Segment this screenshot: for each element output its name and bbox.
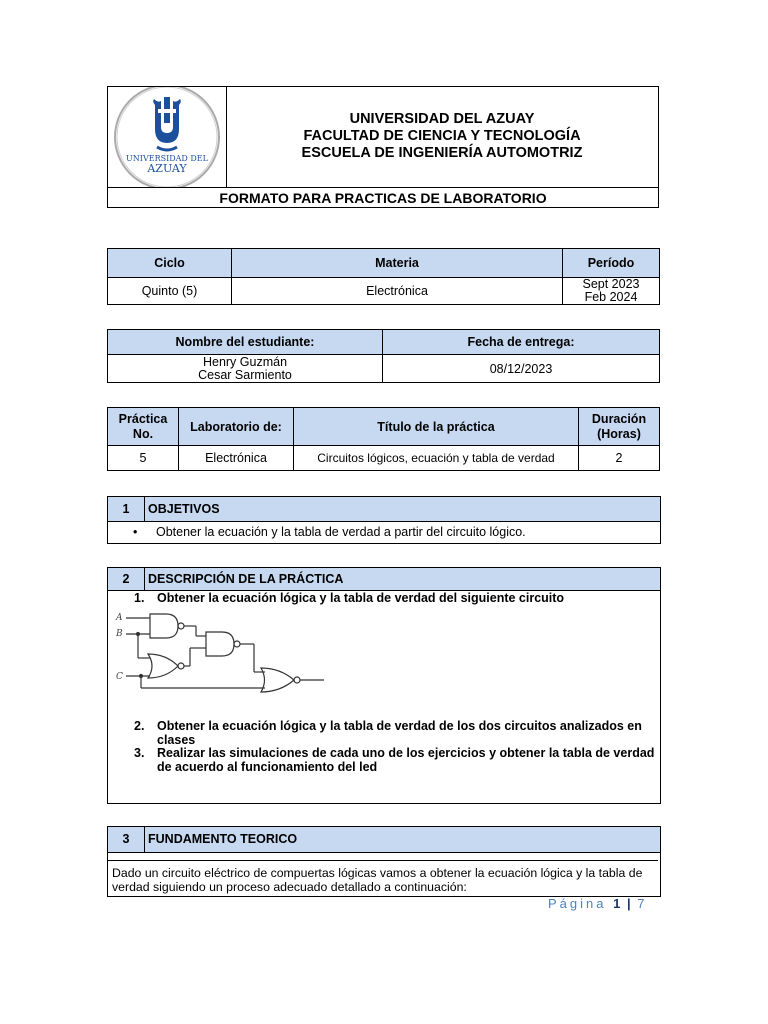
- objective-item: Obtener la ecuación y la tabla de verdad a partir del circuito lógico.: [156, 525, 526, 539]
- page-separator: |: [626, 896, 631, 911]
- section-title: OBJETIVOS: [148, 502, 220, 516]
- value-students: [108, 355, 383, 383]
- value-titulo: Circuitos lógicos, ecuación y tabla de verdad: [294, 446, 579, 471]
- student-name-1: Henry Guzmán: [202, 354, 288, 369]
- value-duracion: 2: [579, 446, 660, 471]
- header-practica-line-2: No.: [132, 426, 154, 441]
- periodo-line-1: Sept 2023: [582, 277, 640, 291]
- header-duracion: [579, 408, 660, 446]
- document-header: [107, 86, 659, 188]
- bullet-icon: •: [133, 525, 138, 539]
- logo-cell: [108, 87, 227, 187]
- nand-bubble-1: [178, 623, 184, 629]
- logo-text: AZUAY: [147, 162, 187, 175]
- section-header: [108, 497, 660, 522]
- nand-gate-1: [150, 614, 178, 638]
- section-header: [108, 568, 660, 591]
- input-a-label: A: [116, 613, 123, 623]
- format-title: FORMATO PARA PRACTICAS DE LABORATORIO: [107, 187, 659, 208]
- section-spacer: [108, 852, 658, 861]
- section-number: 2: [108, 568, 145, 590]
- student-name-2: Cesar Sarmiento: [198, 367, 292, 382]
- theory-text: Dado un circuito eléctrico de compuertas lógicas vamos a obtener la ecuación lógica y la tabla de verdad siguiendo un proceso adecuado detallado a continuación:: [112, 866, 643, 894]
- section-title: DESCRIPCIÓN DE LA PRÁCTICA: [148, 572, 344, 586]
- header-fecha: Fecha de entrega:: [383, 330, 660, 355]
- header-laboratorio: Laboratorio de:: [179, 408, 294, 446]
- task-item: Obtener la ecuación lógica y la tabla de verdad del siguiente circuito: [157, 591, 565, 605]
- header-practica: [108, 408, 179, 446]
- section-number: 3: [108, 827, 145, 852]
- header-materia: Materia: [232, 249, 563, 278]
- item-number: 1.: [134, 591, 145, 605]
- section-number: 1: [108, 497, 145, 521]
- university-logo: [108, 87, 226, 187]
- header-duracion-line-1: Duración: [591, 411, 647, 426]
- header-duracion-line-2: (Horas): [597, 426, 641, 441]
- item-number: 2.: [134, 719, 145, 733]
- page-footer: [548, 896, 647, 911]
- header-student: Nombre del estudiante:: [108, 330, 383, 355]
- info-table-practice: [107, 407, 660, 471]
- page-number: 1: [613, 896, 621, 911]
- task-item: Obtener la ecuación lógica y la tabla de verdad de los dos circuitos analizados en clases: [157, 719, 642, 747]
- header-ciclo: Ciclo: [108, 249, 232, 278]
- nand-gate-2: [206, 632, 234, 656]
- section-fundamento: [107, 826, 661, 897]
- input-b-label: B: [116, 629, 123, 639]
- header-titulo: Título de la práctica: [294, 408, 579, 446]
- info-table-cycle: [107, 248, 660, 305]
- value-periodo: [563, 278, 660, 305]
- section-objetivos: [107, 496, 661, 544]
- faculty-name: FACULTAD DE CIENCIA Y TECNOLOGÍA: [303, 128, 581, 144]
- school-name: ESCUELA DE INGENIERÍA AUTOMOTRIZ: [301, 145, 583, 161]
- section-header: [108, 827, 660, 853]
- task-item: Realizar las simulaciones de cada uno de los ejercicios y obtener la tabla de verdad de acuerdo al funcionamiento del led: [157, 746, 655, 774]
- university-name: UNIVERSIDAD DEL AZUAY: [349, 111, 535, 127]
- nor-gate: [148, 654, 178, 678]
- value-practica: 5: [108, 446, 179, 471]
- value-laboratorio: Electrónica: [179, 446, 294, 471]
- or-gate: [261, 668, 294, 692]
- logic-circuit-diagram: [108, 606, 338, 698]
- nor-bubble: [178, 663, 184, 669]
- page-word: Página: [548, 896, 607, 911]
- value-ciclo: Quinto (5): [108, 278, 232, 305]
- item-number: 3.: [134, 746, 145, 760]
- header-titles: [226, 111, 658, 162]
- periodo-line-2: Feb 2024: [584, 290, 638, 304]
- input-c-label: C: [116, 672, 123, 682]
- svg-text:UNIVERSIDAD DEL: UNIVERSIDAD DEL: [126, 154, 208, 163]
- value-materia: Electrónica: [232, 278, 563, 305]
- section-descripcion: [107, 567, 661, 804]
- page-total: 7: [637, 896, 648, 911]
- value-fecha: 08/12/2023: [383, 355, 660, 383]
- header-periodo: Período: [563, 249, 660, 278]
- nand-bubble-2: [234, 641, 240, 647]
- section-title: FUNDAMENTO TEORICO: [148, 832, 298, 846]
- info-table-student: [107, 329, 660, 383]
- header-practica-line-1: Práctica: [118, 411, 168, 426]
